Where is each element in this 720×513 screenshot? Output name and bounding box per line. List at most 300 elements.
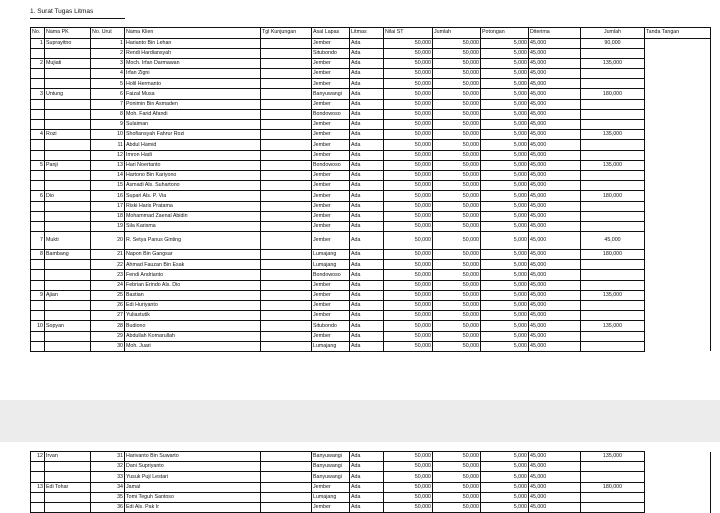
cell-diterima: 45,000 [529, 221, 581, 231]
cell-diterima: 45,000 [529, 462, 581, 472]
cell-signature [645, 211, 711, 221]
cell-total [581, 150, 645, 160]
cell-klien: Harianto Bin Lehan [125, 38, 261, 48]
cell-jumlah: 50,000 [433, 170, 481, 180]
cell-diterima: 45,000 [529, 38, 581, 48]
cell-potongan: 5,000 [481, 462, 529, 472]
table-row [31, 290, 711, 300]
cell-litmas: Ada [350, 492, 384, 502]
table-row [31, 109, 711, 119]
cell-jumlah: 50,000 [433, 120, 481, 130]
cell-no: 5 [31, 160, 45, 170]
cell-no [31, 109, 45, 119]
cell-signature [645, 250, 711, 260]
cell-nilai: 50,000 [384, 502, 433, 512]
cell-total: 135,000 [581, 290, 645, 300]
cell-tgl [261, 341, 312, 351]
cell-litmas: Ada [350, 170, 384, 180]
cell-no [31, 79, 45, 89]
cell-no [31, 99, 45, 109]
cell-asal: Jember [312, 290, 350, 300]
cell-klien: Dani Supriyanto [125, 462, 261, 472]
page-gap [0, 400, 720, 442]
cell-litmas: Ada [350, 191, 384, 201]
cell-diterima: 45,000 [529, 232, 581, 250]
cell-litmas: Ada [350, 301, 384, 311]
cell-nilai: 50,000 [384, 140, 433, 150]
cell-potongan: 5,000 [481, 270, 529, 280]
cell-tgl [261, 452, 312, 462]
cell-no [31, 201, 45, 211]
cell-signature [645, 341, 711, 351]
cell-asal: Lumajang [312, 250, 350, 260]
cell-total [581, 181, 645, 191]
column-header: Litmas [350, 28, 384, 39]
cell-pk: Bambang [45, 250, 91, 260]
cell-pk [45, 211, 91, 221]
cell-asal: Lumajang [312, 341, 350, 351]
cell-asal: Jember [312, 191, 350, 201]
cell-urut: 24 [91, 280, 125, 290]
cell-potongan: 5,000 [481, 140, 529, 150]
cell-tgl [261, 260, 312, 270]
cell-pk [45, 140, 91, 150]
cell-no [31, 69, 45, 79]
cell-pk: Irvan [45, 452, 91, 462]
cell-diterima: 45,000 [529, 280, 581, 290]
cell-pk: Edi Tohar [45, 482, 91, 492]
cell-no: 9 [31, 290, 45, 300]
cell-pk [45, 120, 91, 130]
table-row [31, 48, 711, 58]
cell-litmas: Ada [350, 181, 384, 191]
cell-tgl [261, 140, 312, 150]
cell-pk [45, 472, 91, 482]
cell-nilai: 50,000 [384, 181, 433, 191]
cell-pk: Ajian [45, 290, 91, 300]
cell-klien: Ahmad Fauzan Bin Esak [125, 260, 261, 270]
cell-no [31, 492, 45, 502]
cell-asal: Lumajang [312, 492, 350, 502]
cell-litmas: Ada [350, 120, 384, 130]
cell-asal: Jember [312, 130, 350, 140]
cell-urut: 26 [91, 301, 125, 311]
cell-signature [645, 120, 711, 130]
cell-asal: Jember [312, 79, 350, 89]
cell-total [581, 472, 645, 482]
cell-asal: Jember [312, 301, 350, 311]
cell-signature [645, 130, 711, 140]
cell-urut: 25 [91, 290, 125, 300]
cell-asal: Jember [312, 181, 350, 191]
cell-pk [45, 48, 91, 58]
cell-urut: 6 [91, 89, 125, 99]
cell-signature [645, 472, 711, 482]
cell-diterima: 45,000 [529, 170, 581, 180]
cell-nilai: 50,000 [384, 48, 433, 58]
cell-tgl [261, 492, 312, 502]
table-row [31, 270, 711, 280]
cell-litmas: Ada [350, 140, 384, 150]
cell-pk [45, 181, 91, 191]
cell-asal: Jember [312, 211, 350, 221]
cell-urut: 19 [91, 221, 125, 231]
cell-asal: Jember [312, 331, 350, 341]
cell-signature [645, 331, 711, 341]
cell-jumlah: 50,000 [433, 452, 481, 462]
table-body-continued [31, 452, 711, 513]
cell-litmas: Ada [350, 341, 384, 351]
cell-nilai: 50,000 [384, 109, 433, 119]
cell-jumlah: 50,000 [433, 221, 481, 231]
cell-diterima: 45,000 [529, 201, 581, 211]
cell-signature [645, 280, 711, 290]
cell-no [31, 270, 45, 280]
cell-urut: 2 [91, 48, 125, 58]
cell-urut: 13 [91, 160, 125, 170]
cell-klien: R. Setya Panus Ginting [125, 232, 261, 250]
cell-jumlah: 50,000 [433, 311, 481, 321]
cell-jumlah: 50,000 [433, 48, 481, 58]
cell-pk [45, 502, 91, 512]
cell-nilai: 50,000 [384, 150, 433, 160]
cell-jumlah: 50,000 [433, 260, 481, 270]
cell-asal: Banyuwangi [312, 472, 350, 482]
cell-potongan: 5,000 [481, 99, 529, 109]
cell-diterima: 45,000 [529, 472, 581, 482]
cell-nilai: 50,000 [384, 452, 433, 462]
cell-total [581, 221, 645, 231]
cell-asal: Lumajang [312, 260, 350, 270]
cell-urut: 27 [91, 311, 125, 321]
cell-signature [645, 482, 711, 492]
cell-signature [645, 502, 711, 512]
cell-litmas: Ada [350, 201, 384, 211]
cell-potongan: 5,000 [481, 250, 529, 260]
cell-signature [645, 321, 711, 331]
cell-no [31, 331, 45, 341]
table-row [31, 170, 711, 180]
cell-total: 135,000 [581, 160, 645, 170]
cell-diterima: 45,000 [529, 120, 581, 130]
cell-urut: 5 [91, 79, 125, 89]
cell-litmas: Ada [350, 232, 384, 250]
cell-potongan: 5,000 [481, 472, 529, 482]
cell-nilai: 50,000 [384, 250, 433, 260]
cell-total [581, 280, 645, 290]
cell-klien: Edi Huriyanto [125, 301, 261, 311]
table-row [31, 130, 711, 140]
cell-signature [645, 170, 711, 180]
cell-klien: Yuliastutik [125, 311, 261, 321]
cell-jumlah: 50,000 [433, 232, 481, 250]
cell-diterima: 45,000 [529, 211, 581, 221]
cell-diterima: 45,000 [529, 301, 581, 311]
cell-signature [645, 260, 711, 270]
cell-no [31, 221, 45, 231]
cell-total [581, 492, 645, 502]
cell-potongan: 5,000 [481, 201, 529, 211]
cell-tgl [261, 211, 312, 221]
cell-no: 1 [31, 38, 45, 48]
cell-nilai: 50,000 [384, 69, 433, 79]
cell-litmas: Ada [350, 221, 384, 231]
cell-total: 180,000 [581, 482, 645, 492]
cell-potongan: 5,000 [481, 89, 529, 99]
cell-tgl [261, 301, 312, 311]
table-row [31, 472, 711, 482]
cell-potongan: 5,000 [481, 211, 529, 221]
cell-potongan: 5,000 [481, 502, 529, 512]
cell-total [581, 99, 645, 109]
cell-no [31, 48, 45, 58]
cell-potongan: 5,000 [481, 109, 529, 119]
cell-klien: Abdullah Komarullah [125, 331, 261, 341]
cell-urut: 1 [91, 38, 125, 48]
cell-asal: Jember [312, 120, 350, 130]
cell-urut: 35 [91, 492, 125, 502]
cell-urut: 22 [91, 260, 125, 270]
cell-potongan: 5,000 [481, 321, 529, 331]
cell-tgl [261, 482, 312, 492]
cell-nilai: 50,000 [384, 472, 433, 482]
cell-jumlah: 50,000 [433, 201, 481, 211]
cell-tgl [261, 79, 312, 89]
cell-urut: 32 [91, 462, 125, 472]
cell-klien: Hari Noertanto [125, 160, 261, 170]
table-row [31, 79, 711, 89]
cell-no: 6 [31, 191, 45, 201]
column-header: Nilai ST [384, 28, 433, 39]
cell-diterima: 45,000 [529, 290, 581, 300]
cell-potongan: 5,000 [481, 150, 529, 160]
cell-klien: Napon Bin Gangsar [125, 250, 261, 260]
cell-diterima: 45,000 [529, 79, 581, 89]
cell-jumlah: 50,000 [433, 321, 481, 331]
cell-signature [645, 69, 711, 79]
cell-jumlah: 50,000 [433, 109, 481, 119]
cell-pk [45, 150, 91, 160]
table-row [31, 462, 711, 472]
cell-tgl [261, 69, 312, 79]
cell-potongan: 5,000 [481, 170, 529, 180]
cell-no [31, 211, 45, 221]
table-row [31, 211, 711, 221]
cell-nilai: 50,000 [384, 321, 433, 331]
cell-klien: Abdul Hamid [125, 140, 261, 150]
cell-no: 10 [31, 321, 45, 331]
cell-jumlah: 50,000 [433, 99, 481, 109]
cell-signature [645, 48, 711, 58]
cell-no: 13 [31, 482, 45, 492]
cell-no: 4 [31, 130, 45, 140]
cell-no [31, 341, 45, 351]
cell-urut: 7 [91, 99, 125, 109]
cell-urut: 23 [91, 270, 125, 280]
cell-total [581, 69, 645, 79]
cell-urut: 18 [91, 211, 125, 221]
table-body [31, 38, 711, 351]
cell-urut: 12 [91, 150, 125, 160]
cell-tgl [261, 150, 312, 160]
cell-urut: 34 [91, 482, 125, 492]
cell-jumlah: 50,000 [433, 462, 481, 472]
cell-asal: Jember [312, 170, 350, 180]
cell-klien: Riski Haris Pratama [125, 201, 261, 211]
cell-klien: Sulaiman [125, 120, 261, 130]
table-row [31, 181, 711, 191]
table-row [31, 69, 711, 79]
cell-asal: Jember [312, 311, 350, 321]
cell-urut: 16 [91, 191, 125, 201]
cell-signature [645, 201, 711, 211]
cell-pk [45, 331, 91, 341]
cell-diterima: 45,000 [529, 130, 581, 140]
cell-total [581, 260, 645, 270]
cell-jumlah: 50,000 [433, 502, 481, 512]
cell-diterima: 45,000 [529, 270, 581, 280]
cell-pk [45, 221, 91, 231]
cell-urut: 33 [91, 472, 125, 482]
cell-diterima: 45,000 [529, 341, 581, 351]
cell-diterima: 45,000 [529, 250, 581, 260]
cell-diterima: 45,000 [529, 502, 581, 512]
cell-no [31, 280, 45, 290]
cell-klien: Moh. Juari [125, 341, 261, 351]
litmas-table [30, 27, 711, 352]
cell-urut: 11 [91, 140, 125, 150]
column-header: Nama PK [45, 28, 91, 39]
cell-jumlah: 50,000 [433, 290, 481, 300]
column-header: Tanda Tangan [645, 28, 711, 39]
table-row [31, 120, 711, 130]
cell-total [581, 301, 645, 311]
cell-potongan: 5,000 [481, 260, 529, 270]
cell-total: 180,000 [581, 191, 645, 201]
cell-tgl [261, 221, 312, 231]
cell-no [31, 301, 45, 311]
cell-jumlah: 50,000 [433, 472, 481, 482]
cell-klien: Edi Als. Pak Ir [125, 502, 261, 512]
cell-nilai: 50,000 [384, 221, 433, 231]
cell-nilai: 50,000 [384, 79, 433, 89]
cell-asal: Banyuwangi [312, 89, 350, 99]
cell-pk [45, 69, 91, 79]
cell-tgl [261, 170, 312, 180]
cell-tgl [261, 502, 312, 512]
table-row [31, 301, 711, 311]
cell-pk [45, 260, 91, 270]
cell-litmas: Ada [350, 48, 384, 58]
cell-tgl [261, 160, 312, 170]
cell-nilai: 50,000 [384, 170, 433, 180]
cell-signature [645, 492, 711, 502]
cell-diterima: 45,000 [529, 452, 581, 462]
cell-no [31, 311, 45, 321]
cell-diterima: 45,000 [529, 181, 581, 191]
cell-tgl [261, 472, 312, 482]
cell-potongan: 5,000 [481, 181, 529, 191]
table-row [31, 331, 711, 341]
cell-potongan: 5,000 [481, 290, 529, 300]
cell-no [31, 260, 45, 270]
cell-no [31, 502, 45, 512]
cell-nilai: 50,000 [384, 120, 433, 130]
cell-klien: Imron Hadi [125, 150, 261, 160]
cell-diterima: 45,000 [529, 311, 581, 321]
cell-jumlah: 50,000 [433, 69, 481, 79]
cell-total [581, 79, 645, 89]
cell-litmas: Ada [350, 311, 384, 321]
cell-jumlah: 50,000 [433, 331, 481, 341]
cell-litmas: Ada [350, 270, 384, 280]
cell-total: 180,000 [581, 89, 645, 99]
cell-litmas: Ada [350, 321, 384, 331]
cell-klien: Faizal Musa [125, 89, 261, 99]
cell-urut: 30 [91, 341, 125, 351]
header-row [31, 28, 711, 39]
cell-urut: 29 [91, 331, 125, 341]
cell-tgl [261, 48, 312, 58]
cell-urut: 8 [91, 109, 125, 119]
cell-urut: 15 [91, 181, 125, 191]
table-row [31, 341, 711, 351]
cell-no: 7 [31, 232, 45, 250]
cell-asal: Jember [312, 201, 350, 211]
cell-pk [45, 462, 91, 472]
cell-nilai: 50,000 [384, 301, 433, 311]
table-row [31, 260, 711, 270]
cell-no [31, 472, 45, 482]
cell-klien: Mohammad Zaenal Abidin [125, 211, 261, 221]
cell-klien: Fendi Andrianto [125, 270, 261, 280]
cell-total: 135,000 [581, 321, 645, 331]
cell-klien: Harivanto Bin Suwarto [125, 452, 261, 462]
cell-litmas: Ada [350, 211, 384, 221]
cell-tgl [261, 250, 312, 260]
cell-no: 12 [31, 452, 45, 462]
cell-tgl [261, 181, 312, 191]
cell-potongan: 5,000 [481, 221, 529, 231]
table-row [31, 221, 711, 231]
cell-klien: Supari Als. P. Via [125, 191, 261, 201]
cell-total: 45,000 [581, 232, 645, 250]
cell-potongan: 5,000 [481, 38, 529, 48]
cell-signature [645, 181, 711, 191]
table-row [31, 232, 711, 250]
cell-pk [45, 170, 91, 180]
cell-litmas: Ada [350, 150, 384, 160]
cell-jumlah: 50,000 [433, 270, 481, 280]
cell-nilai: 50,000 [384, 191, 433, 201]
title-underline [30, 18, 125, 19]
table-row [31, 311, 711, 321]
table-row [31, 58, 711, 68]
cell-potongan: 5,000 [481, 341, 529, 351]
cell-tgl [261, 38, 312, 48]
cell-jumlah: 50,000 [433, 79, 481, 89]
cell-nilai: 50,000 [384, 130, 433, 140]
cell-klien: Febrian Erindo Als. Dio [125, 280, 261, 290]
cell-tgl [261, 58, 312, 68]
cell-jumlah: 50,000 [433, 191, 481, 201]
cell-diterima: 45,000 [529, 109, 581, 119]
cell-signature [645, 89, 711, 99]
cell-urut: 10 [91, 130, 125, 140]
table-row [31, 150, 711, 160]
cell-nilai: 50,000 [384, 89, 433, 99]
cell-tgl [261, 191, 312, 201]
